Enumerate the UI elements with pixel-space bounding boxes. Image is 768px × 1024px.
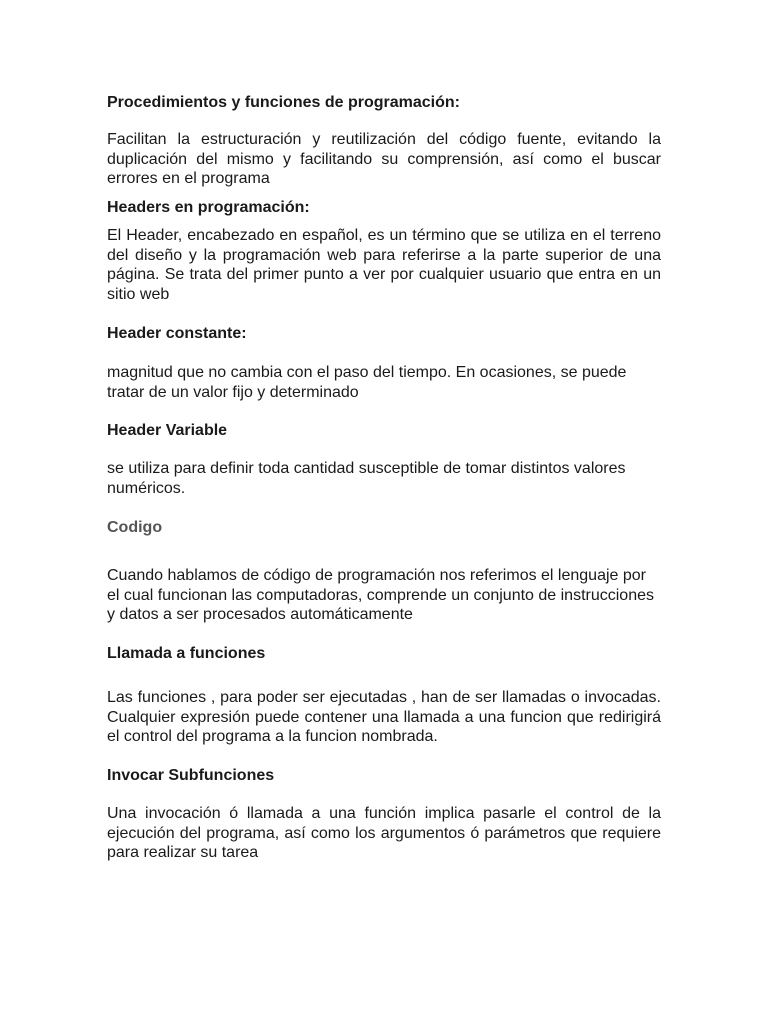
section-body: Cuando hablamos de código de programación nos referimos el lenguaje por el cual funcionan las computadoras, comprende un conjunto de instrucciones y datos a ser procesados automáticamente [107, 567, 654, 623]
section-heading: Codigo [107, 519, 163, 536]
section-heading: Invocar Subfunciones [107, 767, 275, 784]
section-heading: Header Variable [107, 422, 228, 439]
section-body: se utiliza para definir toda cantidad susceptible de tomar distintos valores numéricos. [107, 460, 626, 497]
section-body: Facilitan la estructuración y reutilización del código fuente, evitando la duplicación del mismo y facilitando su comprensión, así como el buscar errores en el programa [107, 131, 661, 187]
section-heading: Headers en programación: [107, 199, 310, 216]
section-body: Una invocación ó llamada a una función implica pasarle el control de la ejecución del programa, así como los argumentos ó parámetros que requiere para realizar su tarea [107, 805, 661, 861]
section-heading: Header constante: [107, 325, 247, 342]
section-body: magnitud que no cambia con el paso del tiempo. En ocasiones, se puede tratar de un valor fijo y determinado [107, 364, 627, 401]
section-heading: Procedimientos y funciones de programación: [107, 94, 460, 111]
section-heading: Llamada a funciones [107, 645, 266, 662]
section-body: El Header, encabezado en español, es un término que se utiliza en el terreno del diseño y la programación web para referirse a la parte superior de una página. Se trata del primer punto a ver por cualquier usuario que entra en un sitio web [107, 227, 661, 303]
section-body: Las funciones , para poder ser ejecutadas , han de ser llamadas o invocadas. Cualquier expresión puede contener una llamada a una funcion que redirigirá el control del programa a la funcion nombrada. [107, 689, 661, 745]
